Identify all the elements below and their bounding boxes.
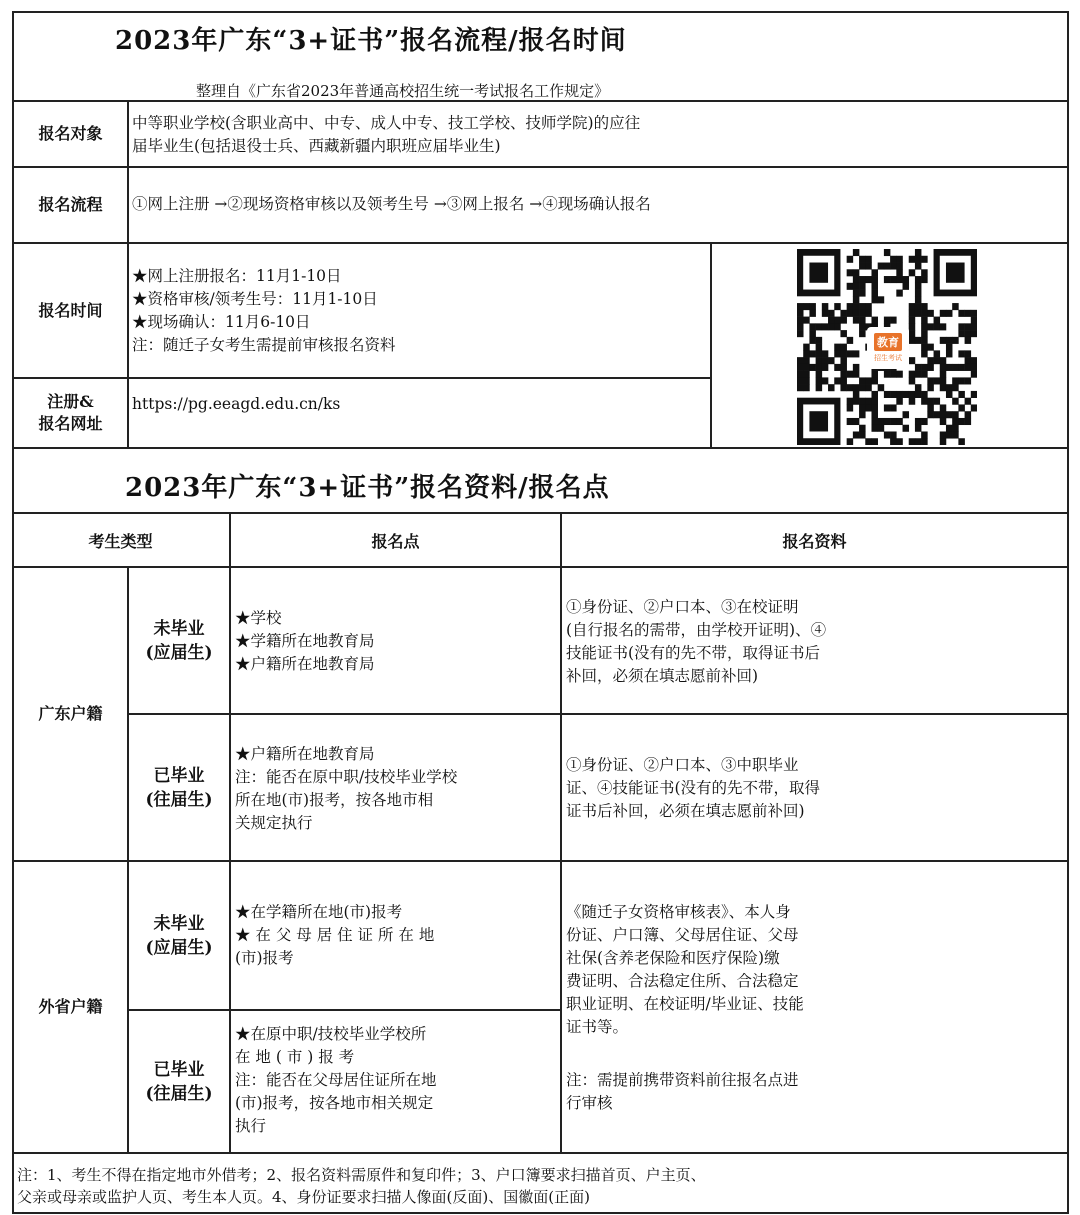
border-top <box>12 11 1069 13</box>
divider <box>12 1152 1069 1154</box>
col-header-type: 考生类型 <box>88 531 153 551</box>
other-unfinished-points: ★在学籍所在地(市)报考 ★ 在 父 母 居 住 证 所 在 地 (市)报考 <box>235 903 435 967</box>
col-header-material: 报名资料 <box>782 531 847 551</box>
other-unfinished-label: 未毕业 (应届生) <box>145 913 213 958</box>
gd-unfinished-materials: ①身份证、②户口本、③在校证明 (自行报名的需带，由学校开证明)、④ 技能证书(没有的先不带，取得证书后 补回，必须在填志愿前补回) <box>566 598 827 685</box>
other-graduated-points: ★在原中职/技校毕业学校所 在 地 ( 市 ) 报 考 注：能否在父母居住证所在地 (市)报考，按各地市相关规定 执行 <box>235 1025 437 1135</box>
col-header-point: 报名点 <box>371 531 420 551</box>
page-title: 2023年广东“3+证书”报名流程/报名时间 <box>115 26 627 56</box>
gd-graduated-materials: ①身份证、②户口本、③中职毕业 证、④技能证书(没有的先不带，取得 证书后补回，必须在填志愿前补回) <box>566 756 821 820</box>
page-subtitle: 整理自《广东省2023年普通高校招生统一考试报名工作规定》 <box>196 82 610 100</box>
gd-graduated-label: 已毕业 (往届生) <box>145 765 213 810</box>
target-text: 中等职业学校(含职业高中、中专、成人中专、技工学校、技师学院)的应往 届毕业生(包括退役士兵、西藏新疆内职班应届毕业生) <box>132 114 641 155</box>
divider <box>12 166 1069 168</box>
other-province-label: 外省户籍 <box>38 997 103 1016</box>
gd-graduated-points: ★户籍所在地教育局 注：能否在原中职/技校毕业学校 所在地(市)报考，按各地市相 关规定执行 <box>235 745 458 832</box>
qr-code-icon <box>797 249 977 445</box>
row-label-url: 注册& 报名网址 <box>38 392 103 433</box>
border-bottom <box>12 1212 1069 1214</box>
registration-url-link[interactable]: https://pg.eeagd.edu.cn/ks <box>132 395 341 413</box>
border-right <box>1067 11 1069 1214</box>
section2-title: 2023年广东“3+证书”报名资料/报名点 <box>125 473 610 503</box>
row-label-time: 报名时间 <box>38 300 103 320</box>
time-text: ★网上注册报名：11月1-10日 ★资格审核/领考生号：11月1-10日 ★现场确认：11月6-10日 注：随迁子女考生需提前审核报名资料 <box>132 267 396 354</box>
row-label-process: 报名流程 <box>38 195 103 214</box>
other-materials: 《随迁子女资格审核表》、本人身 份证、户口簿、父母居住证、父母 社保(含养老保险和医疗保险)缴 费证明、合法稳定住所、合法稳定 职业证明、在校证明/毕业证、技能 证书等。 <box>566 903 804 1036</box>
gd-unfinished-points: ★学校 ★学籍所在地教育局 ★户籍所在地教育局 <box>235 609 375 673</box>
gd-unfinished-label: 未毕业 (应届生) <box>145 618 213 663</box>
other-graduated-label: 已毕业 (往届生) <box>145 1059 213 1104</box>
divider <box>128 713 1069 715</box>
divider <box>12 447 1069 449</box>
qr-logo: 教育 招生考试 <box>867 327 909 369</box>
divider <box>560 512 562 1153</box>
process-text: ①网上注册 →②现场资格审核以及领考生号 →③网上报名 →④现场确认报名 <box>132 195 651 213</box>
divider <box>229 512 231 1153</box>
guangdong-label: 广东户籍 <box>38 704 103 723</box>
row-label-target: 报名对象 <box>38 124 103 143</box>
divider <box>710 242 712 448</box>
footer-note: 注：1、考生不得在指定地市外借考；2、报名资料需原件和复印件；3、户口簿要求扫描首页、户主页、 父亲或母亲或监护人页、考生本人页。4、身份证要求扫描人像面(反面)、国徽面(正面) <box>17 1166 706 1206</box>
divider <box>12 242 1069 244</box>
other-materials-note: 注：需提前携带资料前往报名点进 行审核 <box>566 1071 799 1112</box>
divider <box>127 100 129 448</box>
